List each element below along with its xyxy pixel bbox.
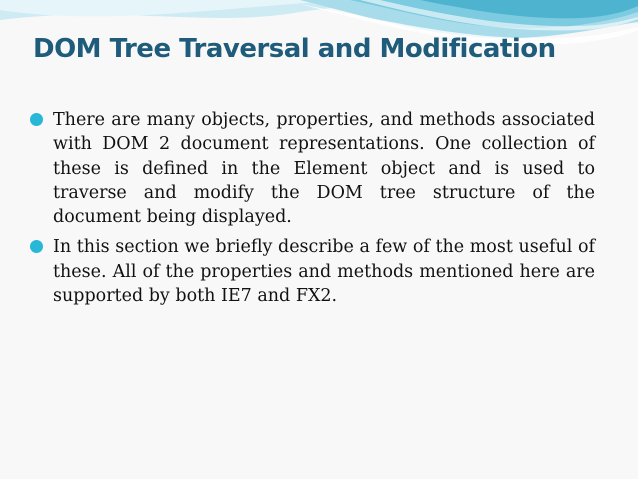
slide-title: DOM Tree Traversal and Modification <box>33 34 556 64</box>
bullet-text: In this section we briefly describe a few of the most useful of these. All of the properties and methods mentioned here are supported by both IE7 and FX2. <box>53 237 595 307</box>
bullet-item <box>30 235 595 308</box>
bullet-text: There are many objects, properties, and methods associated with DOM 2 document representations. One collection of these is defined in the Element object and is used to traverse and modify the DOM tree structure of the document being displayed. <box>53 110 595 228</box>
bullet-list <box>30 108 595 314</box>
bullet-item <box>30 108 595 229</box>
bullet-dot-icon <box>30 240 43 253</box>
bullet-dot-icon <box>30 113 43 126</box>
